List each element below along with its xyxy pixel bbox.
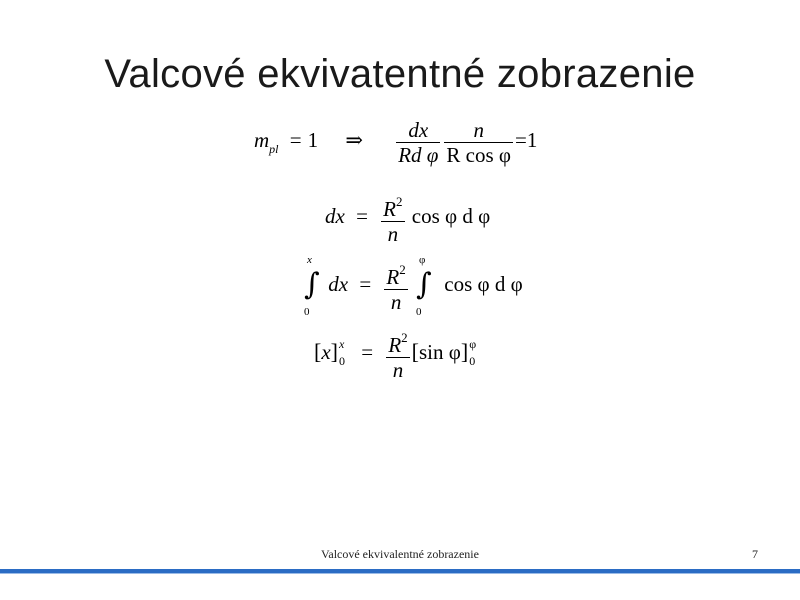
eq1-fraction-2 [444,118,513,167]
eq3-integral-2 [415,256,435,316]
eq1-frac1-numerator: dx [396,118,440,143]
eq1-m: m [254,128,270,153]
eq4-lhs-var: x [321,339,331,364]
eq4-rhs-lower: 0 [469,354,476,368]
eq4-lhs-close: ] [330,338,338,364]
eq1-equals: = [289,128,302,153]
eq4-rhs-close: ] [460,338,469,364]
eq1-fraction-1 [396,118,440,167]
eq4-lhs-open: [ [314,338,322,364]
eq2-fraction [381,190,404,246]
eq1-frac1-denominator: Rd φ [398,143,439,167]
slide-footer: Valcové ekvivalentné zobrazenie [321,547,479,561]
eq4-rhs-limits [468,337,480,371]
equation-scale-condition [254,118,537,167]
eq3-equals: = [359,271,372,296]
eq2-frac-denominator: n [387,222,399,246]
eq4-frac-numerator [386,326,409,358]
eq3-int2-lower: 0 [416,306,422,318]
eq4-lhs-limits [338,337,350,371]
eq3-int1-upper: x [307,254,312,266]
eq1-frac2-denominator: R cos φ [446,143,512,167]
eq3-int1-lower: 0 [304,306,310,318]
eq4-rhs-body: sin φ [418,339,461,364]
equation-integral [303,256,523,316]
eq3-integral-1 [303,256,323,316]
eq4-lhs-upper: x [338,337,345,351]
eq2-equals: = [356,203,368,228]
eq3-frac-exponent: 2 [399,262,406,277]
eq3-frac-denominator: n [390,290,402,314]
eq3-frac-R: R [386,265,400,289]
equation-dx [325,190,490,246]
eq4-rhs-open: [ [411,338,419,364]
equation-evaluated [314,326,480,382]
eq2-lhs: dx [325,203,345,228]
eq1-m-subscript: pl [269,142,279,157]
eq4-fraction [386,326,409,382]
eq3-fraction [384,258,407,314]
eq4-rhs-upper: φ [469,337,477,351]
eq4-frac-denominator: n [392,358,404,382]
eq4-lhs-lower: 0 [338,354,345,368]
slide-title: Valcové ekvivatentné zobrazenie [104,52,696,96]
integral-sign: ∫ [304,267,320,302]
eq4-equals: = [361,339,374,364]
eq1-frac2-numerator: n [444,118,513,143]
eq1-implies: ⇒ [345,128,363,153]
eq1-equals-one: =1 [515,128,538,153]
integral-sign: ∫ [416,267,432,302]
bottom-accent-line [0,573,800,574]
eq2-frac-exponent: 2 [396,194,403,209]
eq4-frac-R: R [388,333,402,357]
page-number: 7 [752,547,758,561]
eq2-frac-numerator [381,190,404,222]
eq3-rhs: cos φ d φ [444,271,523,296]
eq2-frac-R: R [383,197,396,221]
eq3-int2-upper: φ [419,254,426,266]
eq1-one: 1 [307,128,319,153]
eq4-frac-exponent: 2 [401,330,408,345]
eq2-rhs: cos φ d φ [411,203,491,228]
eq3-frac-numerator [384,258,407,290]
eq3-lhs: dx [328,271,349,296]
